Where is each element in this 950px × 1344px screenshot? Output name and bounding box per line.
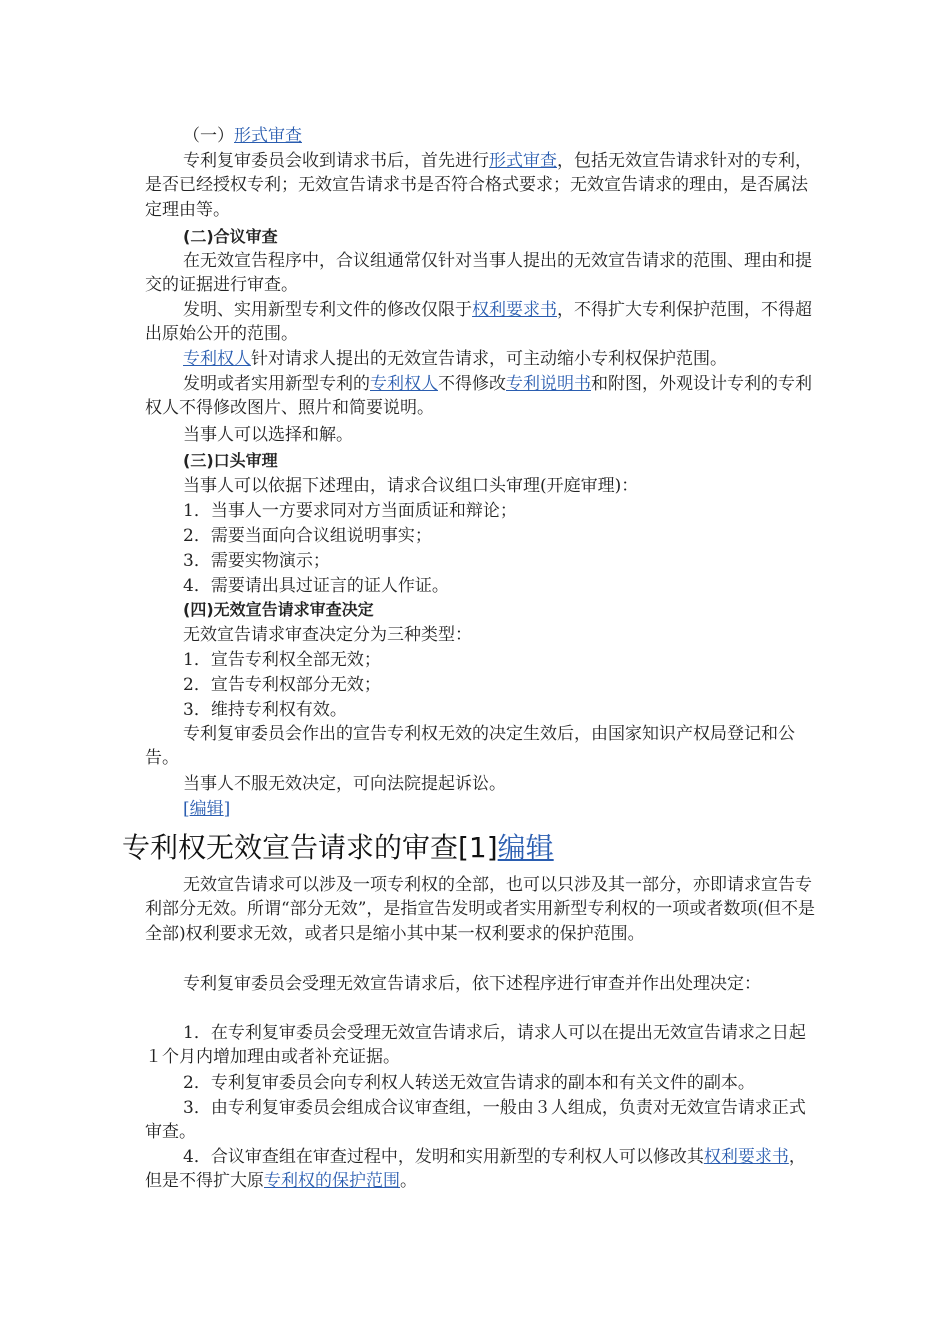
list-item [145, 1145, 815, 1194]
link-formal-exam-inline[interactable]: 形式审查 [489, 151, 557, 171]
paragraph-procedure-intro: 专利复审委员会受理无效宣告请求后，依下述程序进行审查并作出处理决定： [183, 974, 761, 994]
paragraph-lawsuit: 当事人不服无效决定，可向法院提起诉讼。 [183, 774, 506, 794]
paragraph-registration: 专利复审委员会作出的宣告专利权无效的决定生效后，由国家知识产权局登记和公告。 [145, 724, 795, 769]
paragraph-panel-scope: 在无效宣告程序中，合议组通常仅针对当事人提出的无效宣告请求的范围、理由和提交的证据进行审查。 [145, 251, 812, 296]
list-item: 3．由专利复审委员会组成合议审查组，一般由３人组成，负责对无效宣告请求正式审查。 [145, 1098, 806, 1143]
edit-section-link [145, 797, 815, 821]
text: 。 [400, 1171, 417, 1192]
list-item: 1．当事人一方要求同对方当面质证和辩论； [183, 501, 517, 521]
paragraph-oral-reasons: 当事人可以依据下述理由，请求合议组口头审理(开庭审理)： [183, 476, 639, 496]
paragraph-partial-invalid: 无效宣告请求可以涉及一项专利权的全部，也可以只涉及其一部分，亦即请求宣告专利部分无效。所谓“部分无效”，是指宣告发明或者实用新型专利权的一项或者数项(但不是全部)权利要求无效，或者只是缩小其中某一权利要求的保护范围。 [145, 875, 816, 944]
link-specification[interactable]: 专利说明书 [506, 374, 591, 394]
list-item: 2．需要当面向合议组说明事实； [183, 526, 432, 546]
paragraph-settlement: 当事人可以选择和解。 [183, 425, 353, 445]
text: ，但是不得扩大原 [145, 1147, 806, 1192]
paragraph-patentee-narrow [145, 347, 815, 371]
text: 发明、实用新型专利文件的修改仅限于 [183, 300, 472, 320]
text: 和附图，外观设计专利的专利权人不得修改图片、照片和简要说明。 [145, 374, 812, 419]
text: ，包括无效宣告请求针对的专利，是否已经授权专利；无效宣告请求书是否符合格式要求；无效宣告请求的理由，是否属法定理由等。 [145, 151, 812, 220]
paragraph-no-modify [145, 372, 815, 421]
page-heading [122, 826, 554, 870]
section-heading-decision: (四)无效宣告请求审查决定 [183, 600, 374, 619]
list-item: 3．需要实物演示； [183, 551, 330, 571]
text: 针对请求人提出的无效宣告请求，可主动缩小专利权保护范围。 [251, 349, 727, 369]
section-heading-oral-hearing: (三)口头审理 [183, 451, 278, 470]
text: ，不得扩大专利保护范围，不得超出原始公开的范围。 [145, 300, 812, 345]
link-formal-exam[interactable]: 形式审查 [234, 126, 302, 146]
bracket: ] [223, 799, 231, 819]
list-item: 1．在专利复审委员会受理无效宣告请求后，请求人可以在提出无效宣告请求之日起１个月内增加理由或者补充证据。 [145, 1023, 806, 1068]
section-prefix: （一） [183, 126, 234, 146]
link-claims[interactable]: 权利要求书 [472, 300, 557, 320]
bracket: [ [183, 799, 190, 819]
list-item: 4．需要请出具过证言的证人作证。 [183, 576, 449, 596]
list-item: 1．宣告专利权全部无效； [183, 650, 381, 670]
link-patentee[interactable]: 专利权人 [183, 349, 251, 369]
heading-text: 专利权无效宣告请求的审查[1] [122, 831, 498, 864]
list-item: 3．维持专利权有效。 [183, 700, 347, 720]
heading-edit-link[interactable]: 编辑 [497, 831, 554, 864]
text: 不得修改 [438, 374, 506, 394]
edit-link[interactable]: 编辑 [189, 799, 224, 819]
section-heading-formal-exam [145, 124, 815, 148]
link-protection-scope[interactable]: 专利权的保护范围 [264, 1171, 400, 1192]
link-claims-2[interactable]: 权利要求书 [703, 1147, 789, 1167]
paragraph-amendment-limit [145, 298, 815, 347]
paragraph-formal-exam [145, 149, 815, 222]
text: 4．合议审查组在审查过程中，发明和实用新型的专利权人可以修改其 [183, 1147, 704, 1167]
text: 发明或者实用新型专利的 [183, 374, 370, 394]
text: 专利复审委员会收到请求书后，首先进行 [183, 151, 489, 171]
link-patentee-2[interactable]: 专利权人 [370, 374, 438, 394]
section-heading-panel-exam: (二)合议审查 [183, 227, 278, 246]
list-item: 2．宣告专利权部分无效； [183, 675, 381, 695]
paragraph-decision-types: 无效宣告请求审查决定分为三种类型： [183, 625, 472, 645]
list-item: 2．专利复审委员会向专利权人转送无效宣告请求的副本和有关文件的副本。 [183, 1073, 755, 1093]
